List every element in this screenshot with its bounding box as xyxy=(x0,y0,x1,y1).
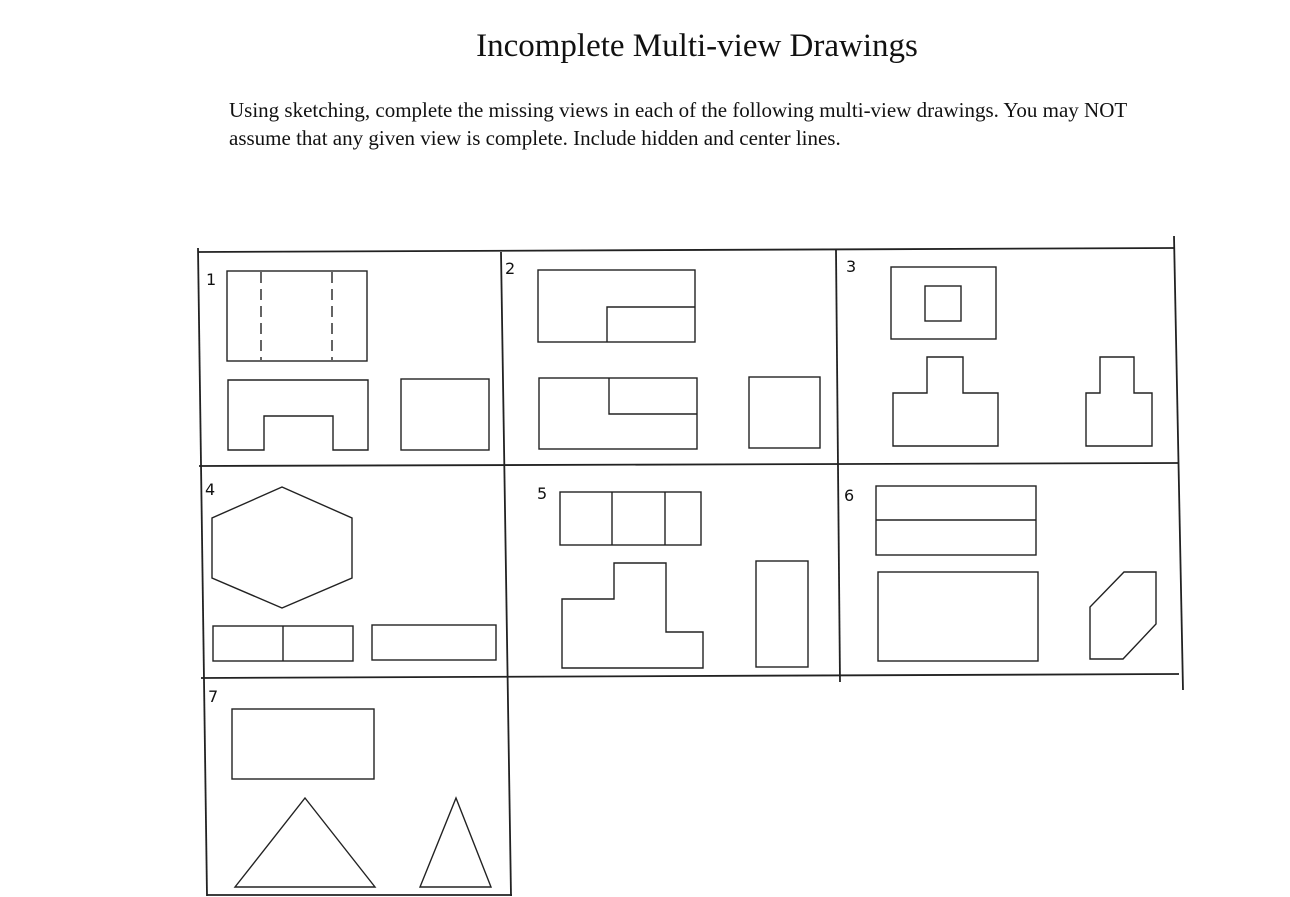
problem-number: 7 xyxy=(208,687,219,706)
right-side-view xyxy=(401,379,489,450)
right-side-view xyxy=(1090,572,1156,659)
front-view xyxy=(893,357,998,446)
problem-grid xyxy=(198,236,1183,896)
top-view xyxy=(560,492,701,545)
instructions-text: Using sketching, complete the missing views in each of the following multi-view drawings. You may NOT assume that any given view is complete. Include hidden and center lines. xyxy=(229,98,1127,150)
grid-line-col1 xyxy=(501,252,511,896)
front-view xyxy=(539,378,697,449)
problem-number: 3 xyxy=(846,257,857,276)
top-view xyxy=(876,486,1036,555)
right-side-view xyxy=(420,798,491,887)
front-view xyxy=(213,626,353,661)
problem-1 xyxy=(206,270,489,450)
problem-7 xyxy=(208,687,491,887)
front-view xyxy=(878,572,1038,661)
grid-line-left xyxy=(198,248,207,896)
top-view xyxy=(891,267,996,339)
top-view xyxy=(227,271,367,361)
grid-line-row1 xyxy=(199,463,1178,466)
problem-number: 5 xyxy=(537,484,548,503)
right-side-view xyxy=(756,561,808,667)
top-view xyxy=(232,709,374,779)
top-view xyxy=(212,487,352,608)
front-view xyxy=(562,563,703,668)
top-view xyxy=(538,270,695,342)
problem-number: 6 xyxy=(844,486,855,505)
problem-number: 4 xyxy=(205,480,216,499)
grid-line-col2 xyxy=(836,250,840,682)
problem-number: 2 xyxy=(505,259,516,278)
problem-number: 1 xyxy=(206,270,217,289)
problem-6 xyxy=(844,486,1156,661)
front-view xyxy=(235,798,375,887)
problem-4 xyxy=(205,480,496,661)
right-side-view xyxy=(372,625,496,660)
problem-5 xyxy=(537,484,808,668)
problem-3 xyxy=(846,257,1152,446)
front-view xyxy=(228,380,368,450)
right-side-view xyxy=(1086,357,1152,446)
grid-line-row2 xyxy=(201,674,1179,678)
grid-line-top xyxy=(198,248,1174,252)
problem-2 xyxy=(505,259,820,449)
right-side-view xyxy=(749,377,820,448)
page-title: Incomplete Multi-view Drawings xyxy=(476,28,918,64)
